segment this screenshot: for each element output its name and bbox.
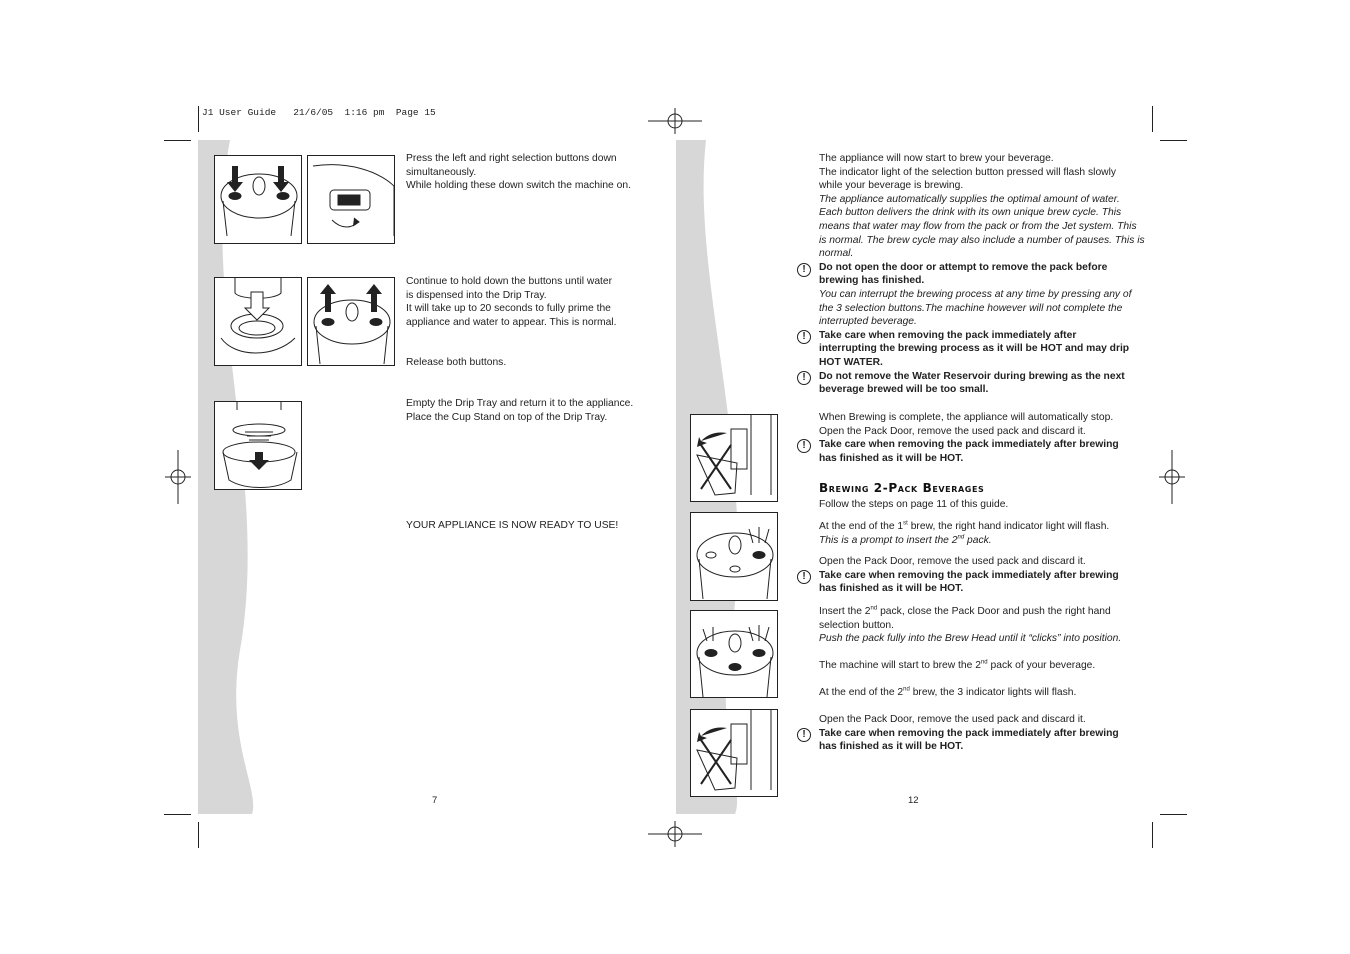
section-heading-2-pack: Brewing 2-Pack Beverages xyxy=(819,481,985,495)
illustration-remove-pack xyxy=(690,414,778,502)
page-number-right: 12 xyxy=(908,795,919,806)
illustration-press-buttons xyxy=(214,155,302,244)
exclamation-circle-icon: ! xyxy=(797,330,811,344)
page-number-left: 7 xyxy=(432,795,438,806)
brew-intro: The appliance will now start to brew your beverage. The indicator light of the selection button pressed will flash slowly while your beverage is brewing. The appliance automatically supplies the optimal amount of water. Each button delivers the drink with its own unique brew cycle. This means that water may flow from the pack or from the Jet system. This is normal. The brew cycle may also include a number of pauses. This is normal. Do not open the door or attempt to remove the pack before brewing has finished. You can interrupt the brewing process at any time by pressing any of the 3 selection buttons.The machine however will not complete the interrupted beverage. Take care when removing the pack immediately after interrupting the brewing process as it will be HOT and may drip HOT WATER. Do not remove the Water Reservoir during brewing as the next beverage brewed will be too small. xyxy=(819,153,1145,396)
open-door-2: Open the Pack Door, remove the used pack and discard it. Take care when removing the pack immediately after brewing has finished as it will be HOT. xyxy=(819,714,1119,753)
illustration-water-drip xyxy=(214,277,302,366)
first-brew-end: At the end of the 1st brew, the right hand indicator light will flash. This is a prompt to insert the 2nd pack. xyxy=(819,520,1110,546)
step1-instructions: Press the left and right selection buttons down simultaneously. While holding these down switch the machine on. xyxy=(406,153,631,192)
illustration-drip-tray xyxy=(214,401,302,490)
ready-message: YOUR APPLIANCE IS NOW READY TO USE! xyxy=(406,520,619,531)
step4-instructions: Empty the Drip Tray and return it to the appliance. Place the Cup Stand on top of the Drip Tray. xyxy=(406,398,634,423)
exclamation-circle-icon: ! xyxy=(797,263,811,277)
exclamation-circle-icon: ! xyxy=(797,371,811,385)
exclamation-circle-icon: ! xyxy=(797,728,811,742)
illustration-right-light-flash xyxy=(690,512,778,601)
open-door-1: Open the Pack Door, remove the used pack and discard it. Take care when removing the pack immediately after brewing has finished as it will be HOT. xyxy=(819,556,1119,595)
step3-instructions: Release both buttons. xyxy=(406,357,507,368)
illustration-remove-pack-2 xyxy=(690,709,778,797)
illustration-power-switch xyxy=(307,155,395,244)
follow-steps: Follow the steps on page 11 of this guide. xyxy=(819,499,1009,510)
second-brew-end: At the end of the 2nd brew, the 3 indicator lights will flash. xyxy=(819,686,1077,698)
illustration-release-buttons xyxy=(307,277,395,366)
exclamation-circle-icon: ! xyxy=(797,570,811,584)
print-slug: J1 User Guide 21/6/05 1:16 pm Page 15 xyxy=(202,107,436,118)
start-second-brew: The machine will start to brew the 2nd pack of your beverage. xyxy=(819,659,1096,671)
step2-instructions: Continue to hold down the buttons until water is dispensed into the Drip Tray. It will take up to 20 seconds to fully prime the appliance and water to appear. This is normal. xyxy=(406,276,617,328)
exclamation-circle-icon: ! xyxy=(797,439,811,453)
brew-complete: When Brewing is complete, the appliance will automatically stop. Open the Pack Door, remove the used pack and discard it. Take care when removing the pack immediately after brewing has finished as it will be HOT. xyxy=(819,412,1119,464)
insert-second-pack: Insert the 2nd pack, close the Pack Door and push the right hand selection button. Push the pack fully into the Brew Head until it “clicks” into position. xyxy=(819,605,1122,645)
illustration-three-lights-flash xyxy=(690,610,778,698)
